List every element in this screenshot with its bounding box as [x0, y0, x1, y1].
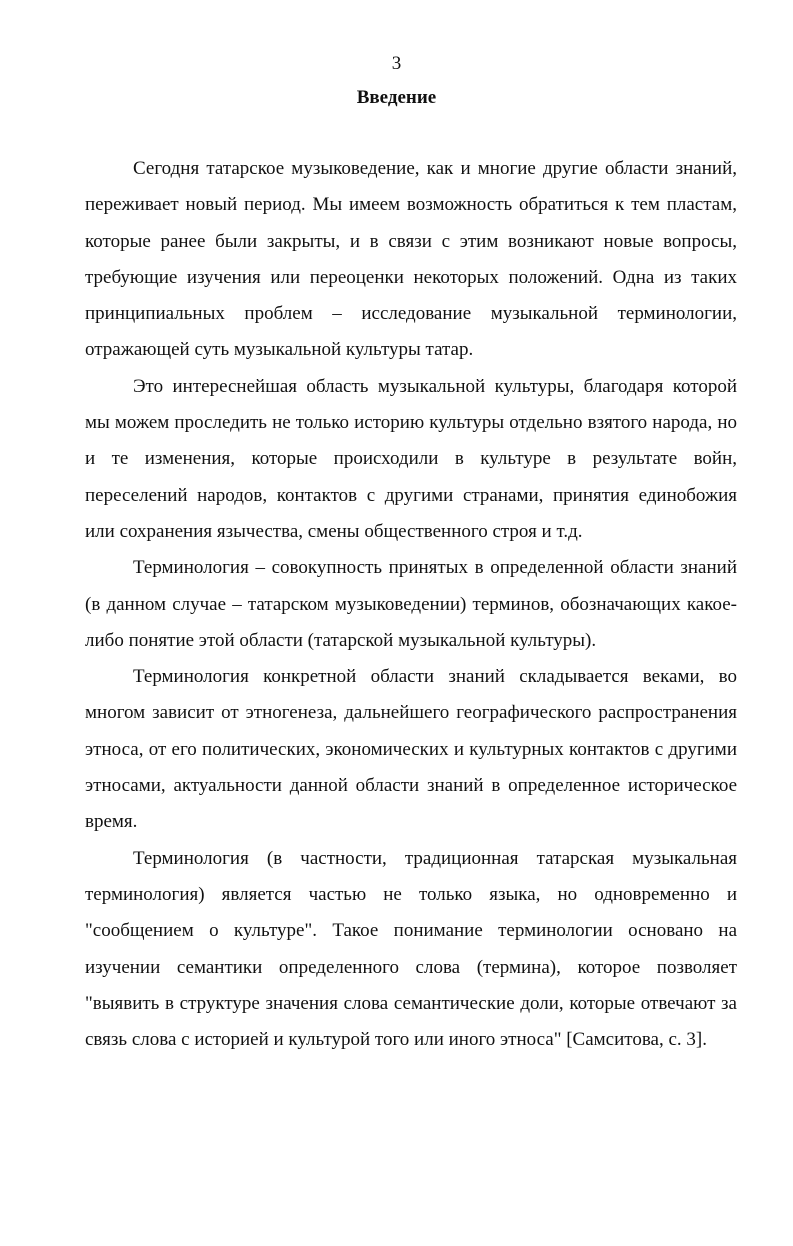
paragraph: Сегодня татарское музыковедение, как и многие другие области знаний, переживает новый период. Мы имеем возможность обратиться к тем пластам, которые ранее были закрыты, и в связи с этим возникают новые вопросы, требующие изучения или переоценки некоторых положений. Одна из таких принципиальных проблем – исследование музыкальной терминологии, отражающей суть музыкальной культуры татар. — [85, 158, 737, 361]
section-title: Введение — [356, 87, 437, 108]
page-number: 3 — [391, 53, 402, 74]
paragraph: Терминология конкретной области знаний складывается веками, во многом зависит от этногенеза, дальнейшего географического распространения этноса, от его политических, экономических и культурных контактов с другими этносами, актуальности данной области знаний в определенное историческое время. — [85, 666, 737, 833]
paragraph: Это интереснейшая область музыкальной культуры, благодаря которой мы можем проследить не только историю культуры отдельно взятого народа, но и те изменения, которые происходили в культуре в результате войн, переселений народов, контактов с другими странами, принятия единобожия или сохранения язычества, смены общественного строя и т.д. — [85, 375, 737, 542]
paragraph: Терминология – совокупность принятых в определенной области знаний (в данном случае – татарском музыковедении) терминов, обозначающих какое-либо понятие этой области (татарской музыкальной культуры). — [85, 557, 737, 651]
body-text — [85, 151, 737, 1058]
paragraph: Терминология (в частности, традиционная татарская музыкальная терминология) является частью не только языка, но одновременно и "сообщением о культуре". Такое понимание терминологии основано на изучении семантики определенного слова (термина), которое позволяет "выявить в структуре значения слова семантические доли, которые отвечают за связь слова с историей и культурой того или иного этноса" [Самситова, с. 3]. — [85, 847, 737, 1051]
